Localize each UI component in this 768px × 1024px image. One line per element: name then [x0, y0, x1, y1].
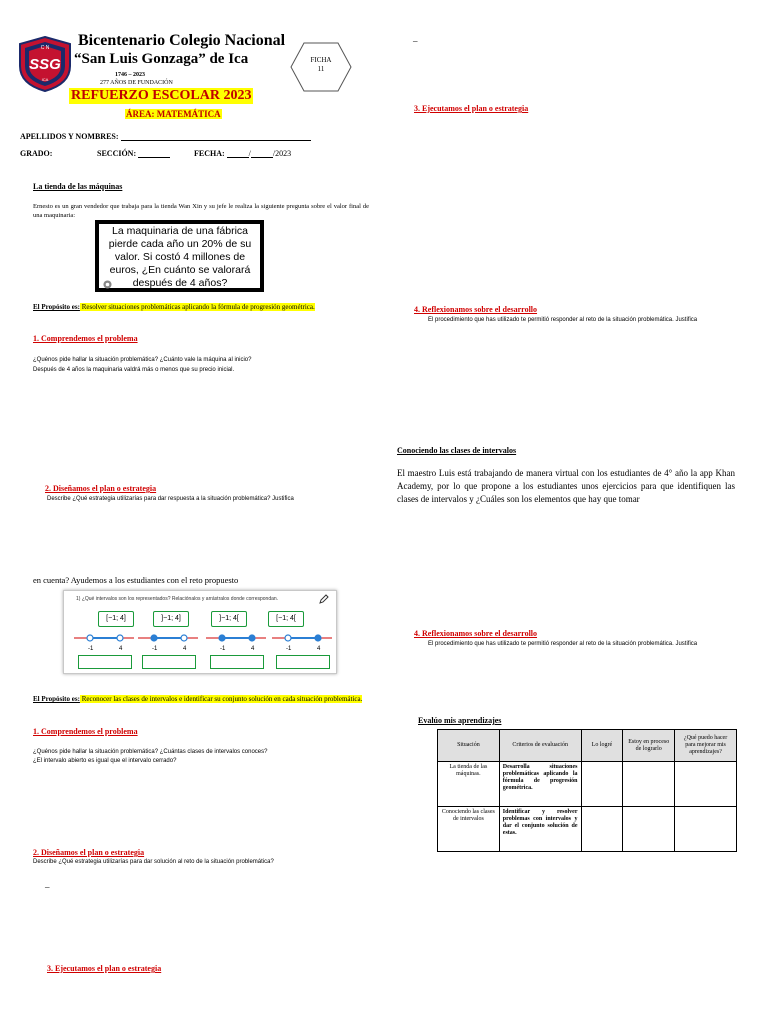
exercise-header: 1) ¿Qué intervalos son los representados? Relaciónalos y arrástralos donde correspondan.: [76, 596, 279, 602]
section2-step3-title: 3. Ejecutamos el plan o estrategia: [47, 964, 162, 973]
pencil-icon[interactable]: [319, 594, 329, 604]
apellidos-row: [20, 132, 311, 141]
seccion-field[interactable]: [138, 149, 170, 158]
section2-step4-title: 4. Reflexionamos sobre el desarrollo: [414, 629, 538, 638]
audio-icon[interactable]: [103, 280, 112, 289]
fecha-slash: /: [248, 149, 251, 158]
apellidos-label: APELLIDOS Y NOMBRES:: [20, 132, 119, 141]
section2-step2-title: 2. Diseñamos el plan o estrategia: [33, 848, 145, 857]
section2-step2-q: Describe ¿Qué estrategia utilizarías para dar solución al reto de la situación problemática?: [33, 859, 274, 865]
problem-text: La maquinaria de una fábrica pierde cada año un 20% de su valor. Si costó 4 millones de euros, ¿En cuánto se valorará después de 4 años?: [108, 225, 252, 289]
header-situacion: Situación: [438, 730, 500, 762]
axis-label-right-3: 4: [251, 646, 255, 652]
axis-label-left-2: -1: [152, 646, 158, 652]
section1-step1-q2: Después de 4 años la maquinaria valdrá más o menos que su precio inicial.: [33, 367, 235, 373]
axis-label-right-4: 4: [317, 646, 321, 652]
axis-label-left-1: -1: [88, 646, 94, 652]
header-mejorar: ¿Qué puedo hacer para mejorar mis aprendizajes?: [675, 730, 737, 762]
answer-box-1[interactable]: [78, 655, 132, 669]
axis-label-left-3: -1: [220, 646, 226, 652]
interval-chip-2[interactable]: ]−1; 4]: [153, 611, 189, 627]
axis-label-right-2: 4: [183, 646, 187, 652]
fecha-row: [194, 149, 291, 158]
section2-purpose: [33, 695, 369, 704]
section2-step1-q1: ¿Quénos pide hallar la situación problemática? ¿Cuántas clases de intervalos conoces?: [33, 749, 268, 755]
number-line-4: [270, 631, 334, 645]
interval-chip-4[interactable]: [−1; 4[: [268, 611, 304, 627]
row1-situation: La tienda de las máquinas.: [438, 762, 500, 807]
anniversary-text: 277 AÑOS DE FUNDACIÓN: [100, 80, 173, 86]
row2-criteria: Identificar y resolver problemas con intervalos y dar el conjunto solución de estas.: [499, 807, 581, 852]
section1-intro: Ernesto es un gran vendedor que trabaja para la tienda Wan Xin y su jefe le realiza la siguiente pregunta sobre el valor final de una maquinaria:: [33, 203, 369, 219]
evaluation-table: [437, 729, 737, 852]
section2-step1-title: 1. Comprendemos el problema: [33, 727, 138, 736]
apellidos-field[interactable]: [121, 132, 311, 141]
evaluation-title: Evalúo mis aprendizajes: [418, 716, 502, 725]
section2-intro: El maestro Luis está trabajando de manera virtual con los estudiantes de 4° año la app Khan Academy, por lo que propone a los estudiantes unos ejercicios para que identifiquen las clases de intervalos y ¿Cuáles son los elementos que hay que tomar: [397, 468, 735, 504]
number-line-2: [136, 631, 200, 645]
fecha-day-field[interactable]: [227, 149, 249, 158]
purpose2-text: Reconocer las clases de intervalos e identificar su conjunto solución en cada situación problemática.: [79, 695, 363, 703]
logo-top-text: C N: [40, 45, 50, 51]
seccion-label: SECCIÓN:: [97, 149, 137, 158]
section1-step3-title: 3. Ejecutamos el plan o estrategia: [414, 104, 529, 113]
grado-label: GRADO:: [20, 149, 53, 158]
header-criterios: Criterios de evaluación: [499, 730, 581, 762]
school-years: 1746 – 2023: [115, 72, 145, 78]
school-name-line1: Bicentenario Colegio Nacional: [78, 32, 286, 49]
row2-lo-logre[interactable]: [581, 807, 623, 852]
ficha-label: FICHA: [310, 56, 332, 64]
purpose2-label: El Propósito es:: [33, 695, 80, 703]
row1-mejorar[interactable]: [675, 762, 737, 807]
row1-en-proceso[interactable]: [623, 762, 675, 807]
section2-dash: –: [45, 882, 50, 892]
fecha-month-field[interactable]: [248, 149, 273, 158]
header-en-proceso: Estoy en proceso de lograrlo: [623, 730, 675, 762]
fecha-year: /2023: [272, 149, 292, 158]
section1-title: La tienda de las máquinas: [33, 182, 123, 191]
section2-intro-cont: en cuenta? Ayudemos a los estudiantes con el reto propuesto: [33, 575, 239, 585]
header-lo-logre: Lo logré: [581, 730, 623, 762]
answer-box-2[interactable]: [142, 655, 196, 669]
interval-exercise: [63, 590, 337, 674]
ficha-text: [290, 56, 352, 74]
row2-mejorar[interactable]: [675, 807, 737, 852]
purpose-label: El Propósito es:: [33, 303, 80, 311]
section1-step1-q1: ¿Quénos pide hallar la situación problemática? ¿Cuánto vale la máquina al inicio?: [33, 357, 252, 363]
axis-label-right-1: 4: [119, 646, 123, 652]
school-name-line2: “San Luis Gonzaga” de Ica: [74, 51, 249, 67]
row2-situation: Conociendo las clases de intervalos: [438, 807, 500, 852]
table-row: [438, 762, 737, 807]
fecha-label: FECHA:: [194, 149, 225, 158]
answer-box-3[interactable]: [210, 655, 264, 669]
row1-lo-logre[interactable]: [581, 762, 623, 807]
table-row: [438, 807, 737, 852]
section1-step2-title: 2. Diseñamos el plan o estrategia: [45, 484, 157, 493]
school-logo: [18, 36, 72, 92]
evaluation-header-row: [438, 730, 737, 762]
ficha-number: 11: [317, 65, 325, 73]
section1-step1-title: 1. Comprendemos el problema: [33, 334, 138, 343]
section1-step4-text: El procedimiento que has utilizado te permitió responder al reto de la situación problemática. Justifica: [428, 317, 698, 323]
section2-step4-text: El procedimiento que has utilizado te permitió responder al reto de la situación problemática. Justifica: [428, 641, 698, 647]
number-line-3: [204, 631, 268, 645]
section2-step1-q2: ¿El intervalo abierto es igual que el intervalo cerrado?: [33, 758, 177, 764]
number-line-1: [72, 631, 136, 645]
interval-chip-3[interactable]: ]−1; 4[: [211, 611, 247, 627]
seccion-row: [97, 149, 170, 158]
axis-label-left-4: -1: [286, 646, 292, 652]
row2-en-proceso[interactable]: [623, 807, 675, 852]
section1-step2-q: Describe ¿Qué estrategia utilizarías para dar respuesta a la situación problemática? Justifica: [47, 496, 294, 502]
logo-letters: SSG: [29, 56, 61, 73]
interval-chip-1[interactable]: [−1; 4]: [98, 611, 134, 627]
area-label: ÁREA: MATEMÁTICA: [126, 109, 221, 119]
section1-step4-title: 4. Reflexionamos sobre el desarrollo: [414, 305, 538, 314]
logo-bottom-text: ICA: [41, 77, 49, 82]
section1-purpose: [33, 303, 369, 312]
section2-title: Conociendo las clases de intervalos: [397, 446, 517, 455]
top-dash: –: [413, 36, 418, 46]
purpose-text: Resolver situaciones problemáticas aplicando la fórmula de progresión geométrica.: [79, 303, 315, 311]
refuerzo-title: REFUERZO ESCOLAR 2023: [71, 88, 252, 103]
answer-box-4[interactable]: [276, 655, 330, 669]
row1-criteria: Desarrolla situaciones problemáticas aplicando la fórmula de progresión geométrica.: [499, 762, 581, 807]
